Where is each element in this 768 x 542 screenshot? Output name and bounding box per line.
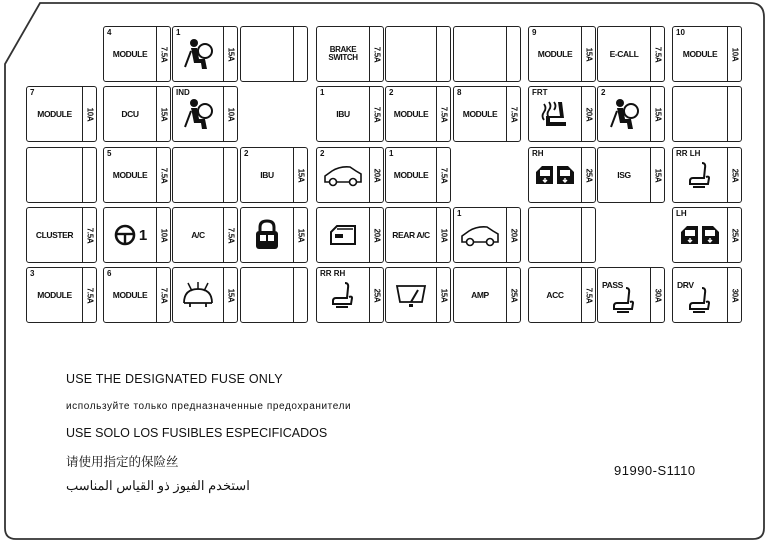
fuse-amperage-text: 10A xyxy=(85,107,95,121)
fuse-amperage xyxy=(223,27,239,81)
fuse-slot xyxy=(240,207,308,263)
fuse-slot xyxy=(172,26,238,82)
fuse-divider xyxy=(506,27,507,81)
fuse-slot xyxy=(240,26,308,82)
fuse-amperage-text: 7.5A xyxy=(226,227,236,243)
fuse-slot xyxy=(672,86,742,142)
fuse-amperage-text: 15A xyxy=(584,47,594,61)
fuse-amperage xyxy=(650,148,666,202)
fuse-label: CLUSTER xyxy=(35,230,74,240)
fuse-amperage xyxy=(156,87,172,141)
fuse-amperage xyxy=(369,208,385,262)
fuse-slot xyxy=(240,267,308,323)
fuse-slot xyxy=(528,207,596,263)
fuse-label: A/C xyxy=(191,230,205,240)
fuse-amperage xyxy=(650,268,666,322)
fuse-amperage-text: 25A xyxy=(372,288,382,302)
fuse-slot xyxy=(316,26,384,82)
fuse-amperage-text: 15A xyxy=(159,107,169,121)
fuse-label: DCU xyxy=(121,109,139,119)
fuse-amperage-text: 20A xyxy=(372,168,382,182)
fuse-slot xyxy=(385,26,451,82)
fuse-number: RR LH xyxy=(676,149,701,158)
fuse-amperage xyxy=(156,208,172,262)
seat-icon xyxy=(673,148,727,202)
fuse-amperage-text: 30A xyxy=(653,288,663,302)
fuse-number: 2 xyxy=(320,149,325,158)
fuse-slot xyxy=(672,267,742,323)
fuse-amperage-text: 15A xyxy=(653,107,663,121)
fuse-label: MODULE xyxy=(112,170,148,180)
fuse-slot xyxy=(453,207,521,263)
fuse-slot xyxy=(26,86,97,142)
note-spanish: USE SOLO LOS FUSIBLES ESPECIFICADOS xyxy=(66,426,328,440)
fuse-number: RH xyxy=(532,149,544,158)
fuse-icon-text: 1 xyxy=(138,226,148,244)
fuse-slot xyxy=(240,147,308,203)
fuse-label: DRV xyxy=(677,280,694,290)
fuse-number: 2 xyxy=(601,88,606,97)
fuse-amperage xyxy=(82,268,98,322)
fuse-slot xyxy=(597,86,665,142)
fuse-slot xyxy=(385,147,451,203)
note-chinese: 请使用指定的保险丝 xyxy=(66,455,179,469)
fuse-amperage-text: 7.5A xyxy=(372,106,382,122)
fuse-amperage-text: 25A xyxy=(730,168,740,182)
fuse-amperage-text: 25A xyxy=(509,288,519,302)
fuse-label: MODULE xyxy=(393,109,429,119)
fuse-amperage xyxy=(727,268,743,322)
fuse-amperage-text: 15A xyxy=(226,288,236,302)
fuse-amperage xyxy=(436,148,452,202)
fuse-slot xyxy=(672,207,742,263)
fuse-label: IBU xyxy=(336,109,350,119)
fuse-amperage-text: 7.5A xyxy=(653,46,663,62)
fuse-number: 3 xyxy=(30,269,35,278)
fuse-label: PASS xyxy=(602,280,623,290)
fuse-amperage-text: 10A xyxy=(159,228,169,242)
fuse-number: 2 xyxy=(389,88,394,97)
fuse-amperage-text: 7.5A xyxy=(159,287,169,303)
fuse-amperage xyxy=(581,87,597,141)
fuse-slot xyxy=(26,267,97,323)
washer-icon xyxy=(173,268,223,322)
part-number: 91990-S1110 xyxy=(614,463,696,478)
fuse-amperage-text: 10A xyxy=(439,228,449,242)
fuse-number: 9 xyxy=(532,28,537,37)
fuse-label: REAR A/C xyxy=(392,230,430,240)
fuse-label: MODULE xyxy=(462,109,498,119)
fuse-slot xyxy=(103,26,171,82)
fuse-number: 5 xyxy=(107,149,112,158)
fuse-amperage-text: 15A xyxy=(439,288,449,302)
fuse-number: LH xyxy=(676,209,687,218)
power-window-icon xyxy=(673,208,727,262)
fuse-slot xyxy=(26,207,97,263)
fuse-slot xyxy=(316,207,384,263)
fuse-divider xyxy=(293,268,294,322)
fuse-amperage xyxy=(581,148,597,202)
fuse-amperage-text: 20A xyxy=(372,228,382,242)
fuse-number: 1 xyxy=(389,149,394,158)
fuse-label: IBU xyxy=(260,170,274,180)
fuse-amperage xyxy=(727,208,743,262)
fuse-amperage-text: 7.5A xyxy=(584,287,594,303)
fuse-slot xyxy=(385,267,451,323)
fuse-slot xyxy=(453,26,521,82)
fuse-amperage-text: 30A xyxy=(730,288,740,302)
fuse-slot xyxy=(528,26,596,82)
fuse-amperage-text: 15A xyxy=(296,228,306,242)
fuse-amperage-text: 7.5A xyxy=(159,46,169,62)
fuse-amperage xyxy=(293,148,309,202)
seat-icon xyxy=(317,268,369,322)
power-window-icon xyxy=(529,148,581,202)
fuse-slot xyxy=(316,147,384,203)
wiper-icon xyxy=(386,268,436,322)
fuse-amperage xyxy=(156,27,172,81)
fuse-amperage-text: 20A xyxy=(584,107,594,121)
fuse-amperage-text: 7.5A xyxy=(85,227,95,243)
fuse-slot xyxy=(672,147,742,203)
fuse-slot xyxy=(172,86,238,142)
fuse-amperage xyxy=(727,148,743,202)
fuse-number: 1 xyxy=(320,88,325,97)
fuse-divider xyxy=(293,27,294,81)
note-arabic: استخدم الفيوز ذو القياس المناسب xyxy=(66,478,250,493)
fuse-slot xyxy=(528,147,596,203)
fuse-slot xyxy=(103,147,171,203)
fuse-amperage xyxy=(223,208,239,262)
fuse-number: RR RH xyxy=(320,269,346,278)
fuse-slot xyxy=(316,86,384,142)
fuse-slot xyxy=(597,147,665,203)
fuse-slot xyxy=(597,267,665,323)
fuse-amperage-text: 7.5A xyxy=(372,46,382,62)
fuse-label: ACC xyxy=(546,290,564,300)
fuse-amperage xyxy=(506,87,522,141)
fuse-number: 2 xyxy=(244,149,249,158)
fuse-number: IND xyxy=(176,88,190,97)
fuse-divider xyxy=(436,27,437,81)
fuse-amperage xyxy=(369,27,385,81)
fuse-amperage xyxy=(436,268,452,322)
fuse-slot xyxy=(385,207,451,263)
fuse-divider xyxy=(82,148,83,202)
fuse-number: 7 xyxy=(30,88,35,97)
fuse-amperage xyxy=(650,27,666,81)
fuse-amperage xyxy=(156,268,172,322)
fuse-number: 6 xyxy=(107,269,112,278)
fuse-amperage-text: 7.5A xyxy=(509,106,519,122)
fuse-amperage xyxy=(82,208,98,262)
fuse-amperage xyxy=(293,208,309,262)
fuse-slot xyxy=(597,26,665,82)
fuse-slot xyxy=(453,86,521,142)
fuse-amperage-text: 7.5A xyxy=(159,167,169,183)
fuse-label: MODULE xyxy=(112,49,148,59)
fuse-amperage xyxy=(82,87,98,141)
car-icon xyxy=(454,208,506,262)
fuse-amperage xyxy=(369,87,385,141)
fuse-amperage-text: 10A xyxy=(730,47,740,61)
fuse-divider xyxy=(223,148,224,202)
fuse-amperage-text: 25A xyxy=(730,228,740,242)
fuse-amperage xyxy=(436,208,452,262)
fuse-amperage-text: 15A xyxy=(226,47,236,61)
airbag-icon xyxy=(173,27,223,81)
fuse-slot xyxy=(26,147,97,203)
fuse-label: MODULE xyxy=(393,170,429,180)
fuse-amperage-text: 25A xyxy=(584,168,594,182)
fuse-amperage-text: 7.5A xyxy=(85,287,95,303)
fuse-amperage xyxy=(223,268,239,322)
steering-wheel-icon xyxy=(104,208,156,262)
fuse-number: 1 xyxy=(176,28,181,37)
fuse-number: 8 xyxy=(457,88,462,97)
fuse-amperage-text: 20A xyxy=(509,228,519,242)
fuse-slot xyxy=(172,207,238,263)
fuse-number: 1 xyxy=(457,209,462,218)
fuse-divider xyxy=(581,208,582,262)
fuse-label: E-CALL xyxy=(609,49,639,59)
fuse-label: ISG xyxy=(617,170,631,180)
door-icon xyxy=(317,208,369,262)
fuse-amperage xyxy=(506,208,522,262)
fuse-label: MODULE xyxy=(37,109,72,119)
car-icon xyxy=(317,148,369,202)
fuse-slot xyxy=(103,207,171,263)
fuse-amperage xyxy=(727,27,743,81)
fuse-amperage xyxy=(581,27,597,81)
fuse-label: MODULE xyxy=(682,49,718,59)
fuse-slot xyxy=(672,26,742,82)
note-english: USE THE DESIGNATED FUSE ONLY xyxy=(66,372,283,386)
fuse-divider xyxy=(727,87,728,141)
note-russian: используйте только предназначенные предохранители xyxy=(66,401,352,412)
fuse-slot xyxy=(103,86,171,142)
fuse-slot xyxy=(528,86,596,142)
fuse-amperage-text: 7.5A xyxy=(439,167,449,183)
fuse-amperage xyxy=(369,268,385,322)
fuse-amperage xyxy=(223,87,239,141)
fuse-amperage-text: 10A xyxy=(226,107,236,121)
fuse-amperage xyxy=(436,87,452,141)
fuse-slot xyxy=(316,267,384,323)
fuse-slot xyxy=(172,147,238,203)
fuse-slot xyxy=(453,267,521,323)
airbag-icon xyxy=(173,87,223,141)
fuse-label: AMP xyxy=(471,290,489,300)
door-lock-icon xyxy=(241,208,293,262)
fuse-label: MODULE xyxy=(37,290,72,300)
fuse-number: 10 xyxy=(676,28,685,37)
fuse-number: 4 xyxy=(107,28,112,37)
fuse-amperage-text: 15A xyxy=(653,168,663,182)
fuse-slot xyxy=(103,267,171,323)
fuse-label: BRAKE SWITCH xyxy=(328,45,358,62)
fuse-amperage-text: 15A xyxy=(296,168,306,182)
fuse-label: MODULE xyxy=(537,49,573,59)
fuse-amperage xyxy=(581,268,597,322)
fuse-amperage-text: 7.5A xyxy=(439,106,449,122)
fuse-number: FRT xyxy=(532,88,548,97)
fuse-label: MODULE xyxy=(112,290,148,300)
fuse-amperage xyxy=(650,87,666,141)
fuse-amperage xyxy=(506,268,522,322)
fuse-slot xyxy=(385,86,451,142)
fuse-slot xyxy=(528,267,596,323)
fuse-slot xyxy=(172,267,238,323)
airbag-icon xyxy=(598,87,650,141)
fuse-amperage xyxy=(369,148,385,202)
seat-heater-icon xyxy=(529,87,581,141)
fuse-amperage xyxy=(156,148,172,202)
